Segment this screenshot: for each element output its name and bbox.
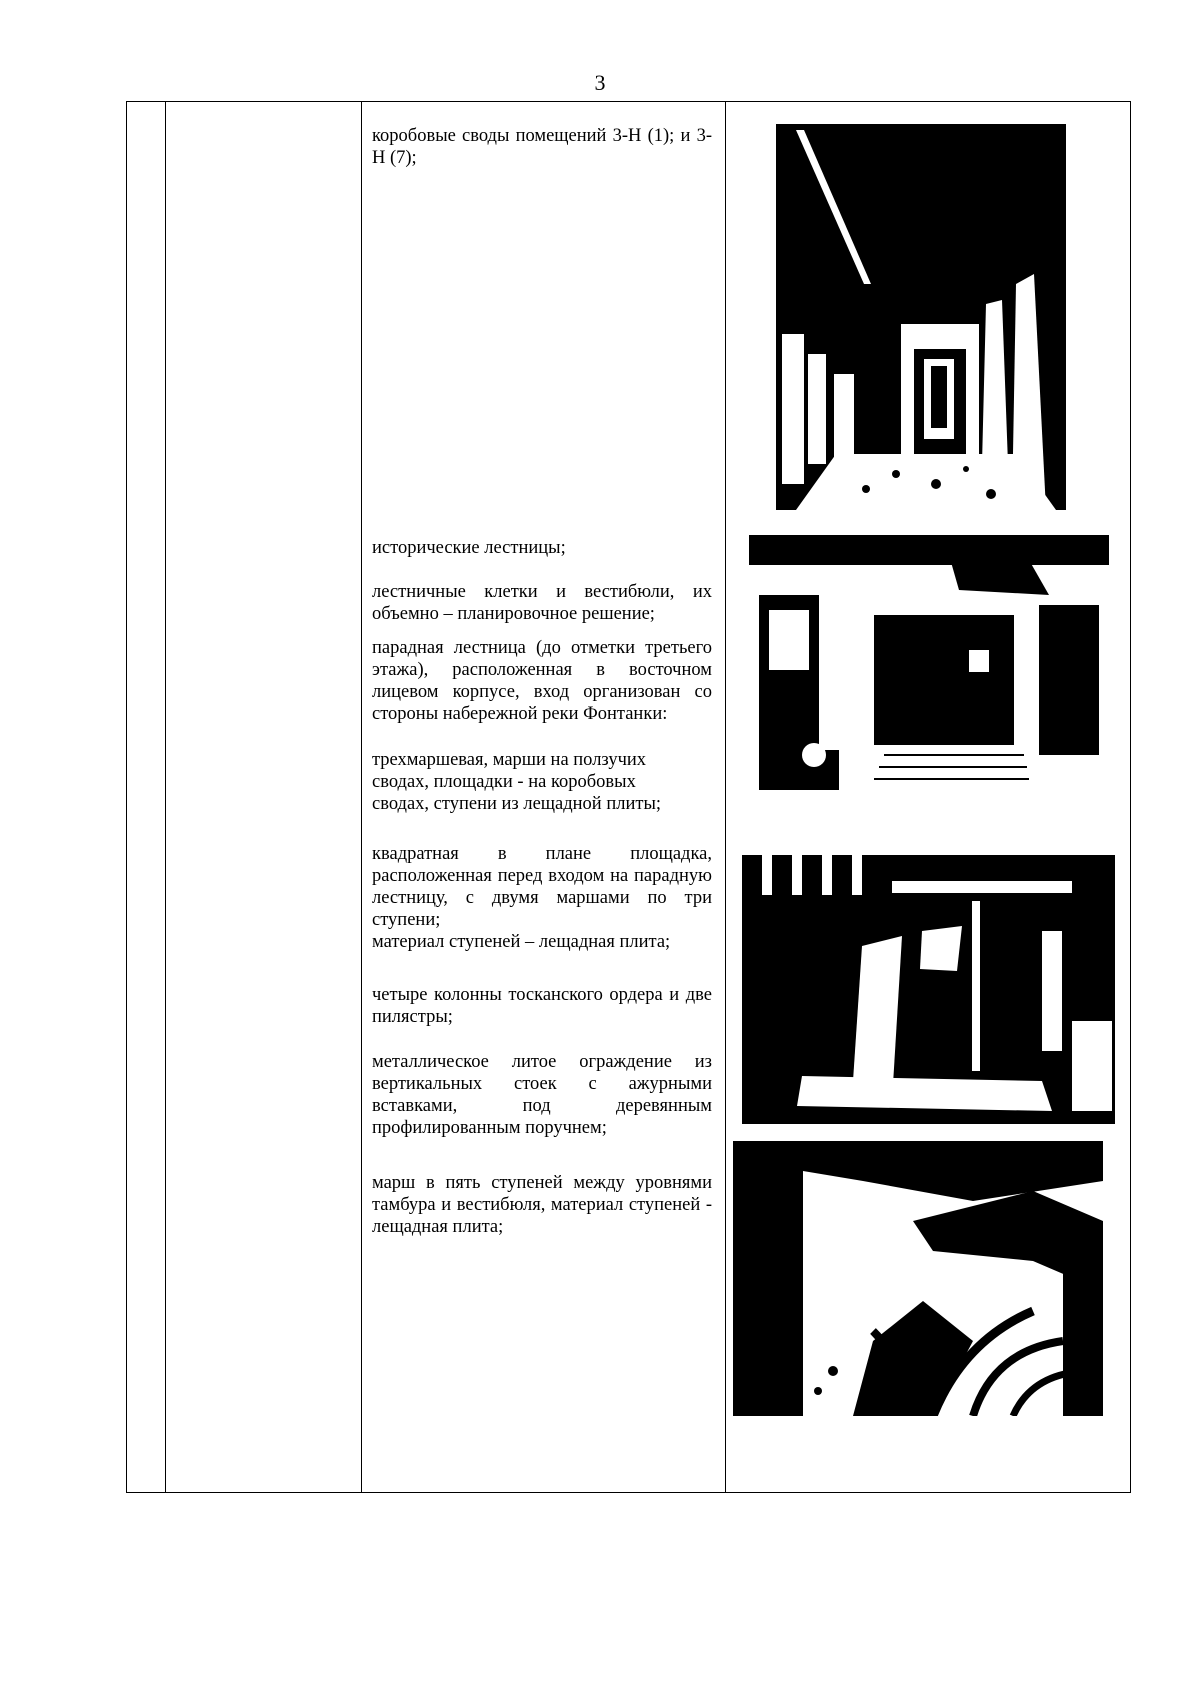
stairs-heading: исторические лестницы;: [372, 538, 566, 558]
landing-text: квадратная в плане площадка, расположенная перед входом на парадную лестницу, с двумя маршами по три ступени;: [372, 844, 712, 930]
staircase-plants-photo: [733, 1141, 1103, 1416]
columns-text: четыре колонны тосканского ордера и две пилястры;: [372, 985, 712, 1027]
landing-material-text: материал ступеней – лещадная плита;: [372, 932, 671, 952]
column-divider-1: [165, 102, 166, 1492]
arched-vestibule-photo: [749, 535, 1109, 798]
main-staircase-details: трехмаршевая, марши на ползучих сводах, площадки - на коробовых сводах, ступени из лещадной плиты;: [372, 750, 662, 814]
staircase-railing-photo: [742, 841, 1115, 1124]
flight-text: марш в пять ступеней между уровнями тамбура и вестибюля, материал ступеней - лещадная плита;: [372, 1173, 712, 1237]
column-divider-3: [725, 102, 726, 1492]
stairwells-text: лестничные клетки и вестибюли, их объемно – планировочное решение;: [372, 582, 712, 624]
column-divider-2: [361, 102, 362, 1492]
vaulted-corridor-photo: [776, 124, 1066, 510]
page-number: 3: [594, 70, 606, 95]
railing-text: металлическое литое ограждение из вертикальных стоек с ажурными вставками, под деревянным профилированным поручнем;: [372, 1052, 712, 1138]
vaults-text: коробовые своды помещений 3-Н (1); и 3-Н (7);: [372, 126, 712, 168]
main-staircase-text: парадная лестница (до отметки третьего этажа), расположенная в восточном лицевом корпусе, вход организован со стороны набережной реки Фонтанки:: [372, 638, 712, 724]
